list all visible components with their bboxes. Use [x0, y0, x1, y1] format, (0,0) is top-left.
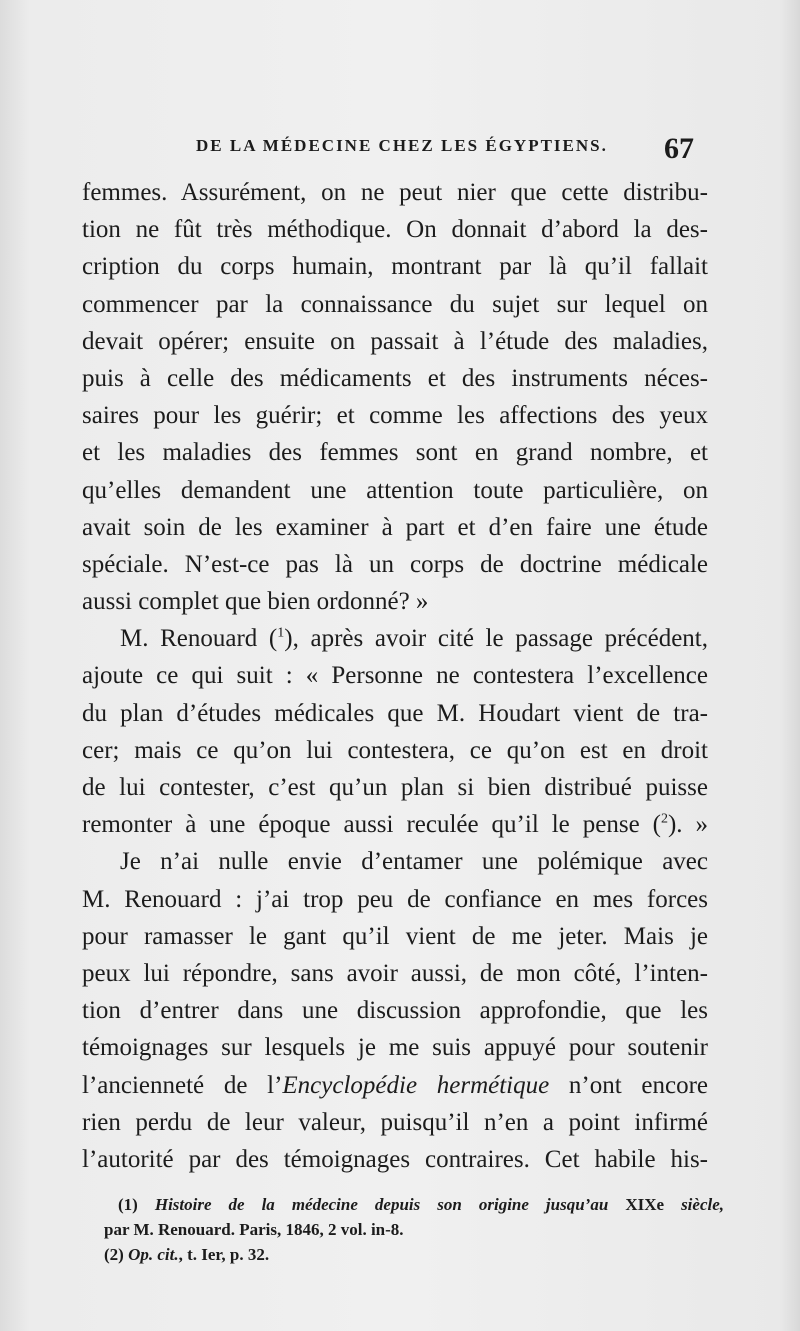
text-run: ). » — [667, 811, 708, 839]
text-line: de lui contester, c’est qu’un plan si bien distribué puisse — [82, 774, 708, 801]
footnote-title: Histoire de la médecine depuis son origine jusqu’au — [154, 1195, 609, 1214]
text-run: n’ont encore — [549, 1071, 708, 1099]
text-line — [82, 1067, 708, 1104]
footnote-century: XIXe — [625, 1195, 665, 1214]
text-line: puis à celle des médicaments et des instruments néces- — [82, 364, 708, 392]
text-line: tion ne fût très méthodique. On donnait d’abord la des- — [82, 216, 708, 244]
text-line: devait opérer; ensuite on passait à l’étude des maladies, — [82, 327, 708, 355]
footnote-marker: (2) — [104, 1245, 124, 1264]
footnote-1 — [118, 1192, 724, 1217]
text-line: commencer par la connaissance du sujet sur lequel on — [82, 290, 708, 318]
text-line: et les maladies des femmes sont en grand nombre, et — [82, 439, 708, 467]
text-line: cer; mais ce qu’on lui contestera, ce qu’on est en droit — [82, 736, 708, 764]
text-line: Je n’ai nulle envie d’entamer une polémique avec — [120, 848, 708, 876]
text-line: ajoute ce qui suit : « Personne ne contestera l’excellence — [82, 662, 708, 690]
text-line: peux lui répondre, sans avoir aussi, de mon côté, l’inten- — [82, 959, 708, 987]
text-run: ), après avoir cité le passage précédent, — [284, 625, 708, 653]
text-line: l’autorité par des témoignages contraires. Cet habile his- — [82, 1145, 708, 1173]
page-number: 67 — [664, 132, 694, 165]
text-line: M. Renouard : j’ai trop peu de confiance en mes forces — [82, 885, 708, 913]
text-line: aussi complet que bien ordonné? » — [82, 588, 429, 616]
footnote-ref: 1 — [277, 625, 285, 641]
text-line: pour ramasser le gant qu’il vient de me jeter. Mais je — [82, 922, 708, 950]
footnote-ref: 2 — [660, 811, 668, 827]
text-line: saires pour les guérir; et comme les affections des yeux — [82, 402, 708, 430]
text-run: remonter à une époque aussi reculée qu’il le pense ( — [82, 811, 661, 839]
text-line: qu’elles demandent une attention toute particulière, on — [82, 476, 708, 504]
text-line — [82, 806, 708, 843]
text-line: femmes. Assurément, on ne peut nier que cette distribu- — [82, 179, 708, 206]
body-text — [82, 174, 708, 1178]
text-run: M. Renouard ( — [120, 625, 278, 653]
footnote-marker: (1) — [118, 1195, 138, 1214]
footnote-citation-rest: , t. Ier, p. 32. — [178, 1245, 270, 1264]
footnote-citation: Op. cit. — [128, 1245, 179, 1264]
footnotes — [104, 1192, 724, 1267]
page-header — [0, 132, 800, 168]
footnote-2 — [104, 1242, 724, 1267]
footnote-title-end: siècle, — [681, 1195, 725, 1214]
text-line: cription du corps humain, montrant par là qu’il fallait — [82, 253, 708, 281]
text-line: rien perdu de leur valeur, puisqu’il n’en a point infirmé — [82, 1108, 708, 1136]
running-head: DE LA MÉDECINE CHEZ LES ÉGYPTIENS. — [196, 136, 608, 155]
text-line: du plan d’études médicales que M. Houdart vient de tra- — [82, 699, 708, 727]
text-line: tion d’entrer dans une discussion approfondie, que les — [82, 997, 708, 1025]
footnote-1-continued: par M. Renouard. Paris, 1846, 2 vol. in-8. — [104, 1220, 404, 1239]
text-line: témoignages sur lesquels je me suis appuyé pour soutenir — [82, 1034, 708, 1062]
text-line — [82, 620, 708, 657]
text-run: l’ancienneté de l’ — [82, 1071, 283, 1099]
text-line: spéciale. N’est-ce pas là un corps de doctrine médicale — [82, 550, 708, 578]
text-line: avait soin de les examiner à part et d’en faire une étude — [82, 513, 708, 541]
italic-title: Encyclopédie hermétique — [282, 1071, 550, 1099]
